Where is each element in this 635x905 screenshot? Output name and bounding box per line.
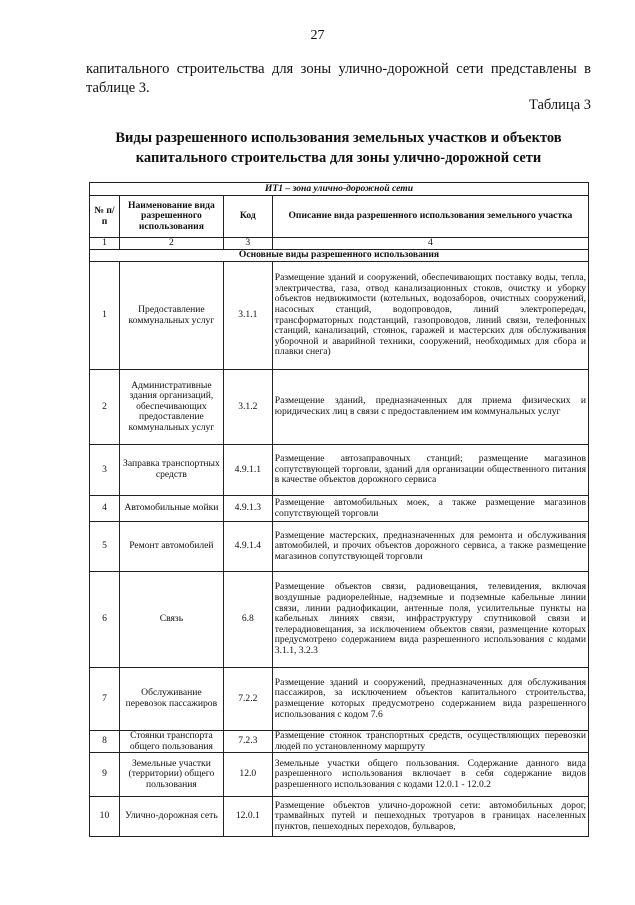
row-number: 5 — [90, 522, 120, 572]
row-number: 8 — [90, 731, 120, 753]
table-heading — [86, 128, 591, 168]
column-header-row — [90, 196, 589, 238]
use-description: Размещение зданий и сооружений, предназначенных для обслуживания пассажиров, за исключением объектов капитального строительства, размещение которых предусмотрено содержанием вида разрешенного использования с кодом 7.6 — [272, 668, 588, 731]
use-code: 6.8 — [223, 572, 272, 668]
use-code: 4.9.1.3 — [223, 496, 272, 522]
table-row — [90, 797, 589, 837]
zone-title: ИТ1 – зона улично-дорожной сети — [90, 183, 589, 196]
table-row — [90, 522, 589, 572]
use-name: Улично-дорожная сеть — [119, 797, 223, 837]
use-name: Административные здания организаций, обеспечивающих предоставление коммунальных услуг — [119, 370, 223, 445]
use-name: Ремонт автомобилей — [119, 522, 223, 572]
use-code: 12.0.1 — [223, 797, 272, 837]
use-description: Размещение мастерских, предназначенных для ремонта и обслуживания автомобилей, и прочих объектов дорожного сервиса, а также размещение магазинов сопутствующей торговли — [272, 522, 588, 572]
section-row — [90, 250, 589, 262]
row-number: 6 — [90, 572, 120, 668]
table-row — [90, 753, 589, 797]
use-name: Обслуживание перевозок пассажиров — [119, 668, 223, 731]
use-description: Размещение объектов улично-дорожной сети: автомобильных дорог, трамвайных путей и пешеходных тротуаров в границах населенных пунктов, пешеходных переходов, бульваров, — [272, 797, 588, 837]
table-heading-line-1: Виды разрешенного использования земельных участков и объектов — [115, 130, 562, 146]
table-row — [90, 496, 589, 522]
row-number: 4 — [90, 496, 120, 522]
use-description: Размещение стоянок транспортных средств, осуществляющих перевозки людей по установленному маршруту — [272, 731, 588, 753]
row-number: 7 — [90, 668, 120, 731]
page-number: 27 — [310, 28, 325, 43]
use-name: Стоянки транспорта общего пользования — [119, 731, 223, 753]
use-description: Земельные участки общего пользования. Содержание данного вида разрешенного использования включает в себя содержание видов разрешенного использования с кодами 12.0.1 - 12.0.2 — [272, 753, 588, 797]
use-description: Размещение зданий и сооружений, обеспечивающих поставку воды, тепла, электричества, газа, отвод канализационных стоков, очистку и уборку объектов недвижимости (котельных, водозаборов, очистных сооружений, насосных станций, водопроводов, линий электропередач, трансформаторных подстанций, газопроводов, линий связи, телефонных станций, канализаций, стоянок, гаражей и мастерских для обслуживания уборочной и аварийной техники, сооружений, необходимых для сбора и плавки снега) — [272, 262, 588, 370]
use-code: 4.9.1.1 — [223, 445, 272, 496]
col-number: 2 — [119, 238, 223, 250]
use-description: Размещение объектов связи, радиовещания, телевидения, включая воздушные радиорелейные, надземные и подземные кабельные линии связи, линии радиофикации, антенные поля, усилительные пункты на кабельных линиях связи, инфраструктуру спутниковой связи и телерадиовещания, за исключением объектов связи, размещение которых предусмотрено содержанием вида разрешенного использования с кодами 3.1.1, 3.2.3 — [272, 572, 588, 668]
use-code: 7.2.3 — [223, 731, 272, 753]
use-code: 7.2.2 — [223, 668, 272, 731]
row-number: 1 — [90, 262, 120, 370]
col-header-name: Наименование вида разрешенного использования — [119, 196, 223, 238]
col-number: 3 — [223, 238, 272, 250]
intro-paragraph: капитального строительства для зоны улично-дорожной сети представлены в таблице 3. — [86, 61, 591, 96]
table-row — [90, 668, 589, 731]
use-description: Размещение автозаправочных станций; размещение магазинов сопутствующей торговли, зданий для организации общественного питания в качестве объектов дорожного сервиса — [272, 445, 588, 496]
use-code: 3.1.2 — [223, 370, 272, 445]
use-name: Заправка транспортных средств — [119, 445, 223, 496]
use-code: 3.1.1 — [223, 262, 272, 370]
table-row — [90, 731, 589, 753]
row-number: 3 — [90, 445, 120, 496]
zone-title-row — [90, 183, 589, 196]
use-name: Автомобильные мойки — [119, 496, 223, 522]
col-number: 1 — [90, 238, 120, 250]
use-name: Связь — [119, 572, 223, 668]
row-number: 2 — [90, 370, 120, 445]
col-header-desc: Описание вида разрешенного использования земельного участка — [272, 196, 588, 238]
use-code: 4.9.1.4 — [223, 522, 272, 572]
use-description: Размещение зданий, предназначенных для приема физических и юридических лиц в связи с предоставлением им коммунальных услуг — [272, 370, 588, 445]
table-label: Таблица 3 — [528, 97, 591, 113]
table-row — [90, 445, 589, 496]
table-row — [90, 370, 589, 445]
col-header-code: Код — [223, 196, 272, 238]
row-number: 10 — [90, 797, 120, 837]
table-row — [90, 262, 589, 370]
table-row — [90, 572, 589, 668]
use-description: Размещение автомобильных моек, а также размещение магазинов сопутствующей торговли — [272, 496, 588, 522]
section-title: Основные виды разрешенного использования — [90, 250, 589, 262]
use-name: Предоставление коммунальных услуг — [119, 262, 223, 370]
use-name: Земельные участки (территории) общего пользования — [119, 753, 223, 797]
column-number-row — [90, 238, 589, 250]
use-code: 12.0 — [223, 753, 272, 797]
col-number: 4 — [272, 238, 588, 250]
table-heading-line-2: капитального строительства для зоны улично-дорожной сети — [135, 150, 542, 166]
row-number: 9 — [90, 753, 120, 797]
col-header-num: № п/п — [90, 196, 120, 238]
land-use-table — [89, 182, 589, 837]
